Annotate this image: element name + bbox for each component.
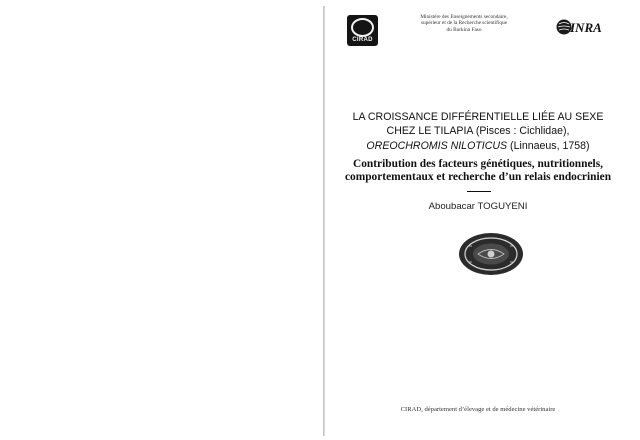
species-author: (Linnaeus, 1758): [507, 139, 590, 152]
thesis-subtitle: [330, 158, 626, 184]
cirad-logo-text: CIRAD: [352, 37, 373, 43]
cirad-logo: [347, 15, 378, 46]
page-fold-edge: [323, 6, 325, 436]
inra-logo: [556, 15, 602, 39]
university-seal: [458, 232, 524, 276]
subtitle-line-1: Contribution des facteurs génétiques, nutritionnels,: [353, 158, 603, 170]
ministry-line: du Burkina Faso: [446, 26, 482, 33]
inra-logo-text: INRA: [570, 20, 602, 35]
species-name: OREOCHROMIS NILOTICUS: [366, 139, 508, 152]
subtitle-line-2: comportementaux et recherche d’un relais endocrinien: [344, 170, 612, 183]
author-name: Aboubacar TOGUYENI: [428, 201, 528, 212]
title-divider: [467, 191, 491, 192]
cirad-logo-ring: [351, 18, 374, 37]
title-line-2: CHEZ LE TILAPIA (Pisces : Cichlidae),: [386, 125, 570, 138]
thesis-title: [330, 110, 626, 153]
ministry-header: [412, 14, 516, 33]
ministry-line: Ministère des Enseignements secondaire,: [420, 14, 508, 20]
ministry-line: supérieur et de la Recherche scientifique: [420, 20, 508, 27]
title-line-3: [330, 139, 626, 153]
footer-institution: CIRAD, département d’élevage et de médecine vétérinaire: [400, 406, 556, 413]
title-line-1: LA CROISSANCE DIFFÉRENTIELLE LIÉE AU SEXE: [352, 111, 604, 123]
